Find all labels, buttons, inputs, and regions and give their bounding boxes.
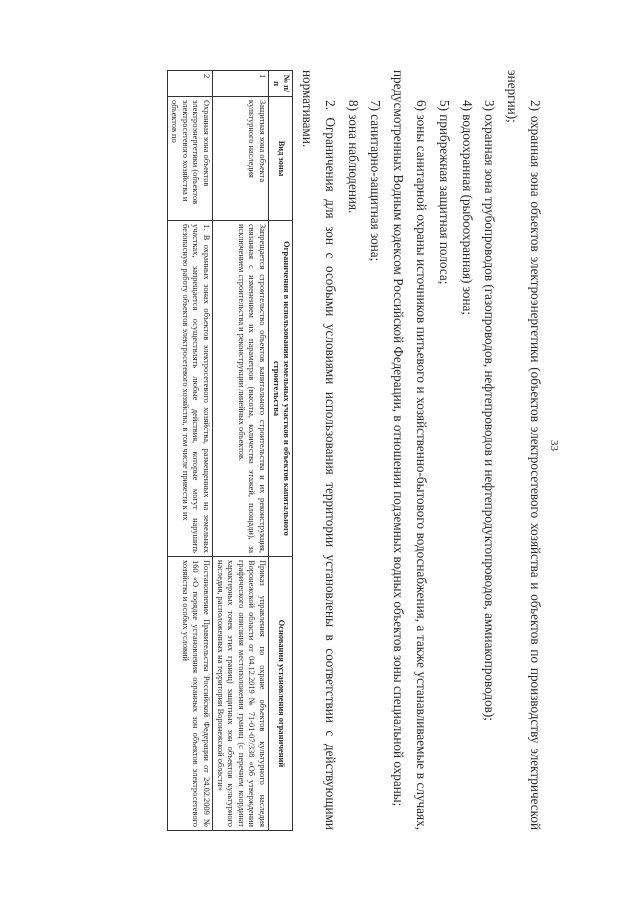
- header-number: № п/п: [269, 71, 293, 97]
- header-restrictions: Ограничения в использовании земельных участков и объектов капитального строительства: [269, 221, 293, 557]
- paragraphs: [295, 70, 546, 830]
- paragraph-item-8: 8) зона наблюдения.: [345, 100, 361, 214]
- paragraph-item-4: 4) водоохранная (рыбоохранная) зона;: [459, 100, 475, 316]
- row-basis: Постановление Правительства Российской Федерации от 24.02.2009 № 160 «О порядке установления охранных зон объектов электросетевого хозяйства и особых условий: [167, 557, 212, 831]
- restrictions-table: [167, 70, 294, 831]
- row-restriction: 1. В охранных зонах объектов электросетевого хозяйства, размещенных на земельных участках, запрещается осуществлять любые действия, которые могут нарушить безопасную работу объектов электросетевого хозяйства, в том числе привести к их: [167, 221, 212, 557]
- row-zone-type: Защитная зона объекта культурного наследия: [213, 97, 269, 221]
- paragraph-item-7: 7) санитарно-защитная зона;: [368, 100, 384, 262]
- row-number: 2: [167, 71, 212, 97]
- rotated-page-content: [167, 70, 546, 830]
- paragraph-item-5: 5) прибрежная защитная полоса;: [436, 100, 452, 285]
- table-row: [213, 71, 269, 831]
- paragraph-item-3: 3) охранная зона трубопроводов (газопроводов, нефтепроводов и нефтепродуктопроводов, аммиакопроводов);: [482, 100, 498, 721]
- table-header-row: [269, 71, 293, 831]
- row-number: 1: [213, 71, 269, 97]
- header-basis: Основания установления ограничений: [269, 557, 293, 831]
- paragraph-restrictions-intro: 2. Ограничения для зон с особыми условиями использования территории установлены в соответствии с действующими нормативами.: [300, 70, 338, 830]
- row-zone-type: Охранная зона объектов электроэнергетики (объектов электросетевого хозяйства и объектов по: [167, 97, 212, 221]
- header-zone-type: Вид зоны: [269, 97, 293, 221]
- page-number: 33: [548, 440, 560, 451]
- table-row: [167, 71, 212, 831]
- row-restriction: Запрещается строительство объектов капитального строительства и их реконструкция, связанная с изменением их параметров (высоты, количества этажей, площади), за исключением строительства и реконструкции линейных объектов.: [213, 221, 269, 557]
- row-basis: Приказ управления по охране объектов культурного наследия Воронежской области от 04.12.2019 № 71-01-07/338 «Об утверждении графического описания местоположения границ (с перечнем координат характерных точек этих границ) защитных зон объектов культурного наследия, расположенных на территории Воронежской области»: [213, 557, 269, 831]
- paragraph-item-2: 2) охранная зона объектов электроэнергетики (объектов электросетевого хозяйства и объектов по производству электрической энергии);: [505, 70, 543, 830]
- paragraph-item-6: 6) зоны санитарной охраны источников питьевого и хозяйственно-бытового водоснабжения, а также устанавливаемые в случаях, предусмотренных Водным кодексом Российской Федерации, в отношении подземных водных объектов зоны специальной охраны;: [391, 70, 430, 830]
